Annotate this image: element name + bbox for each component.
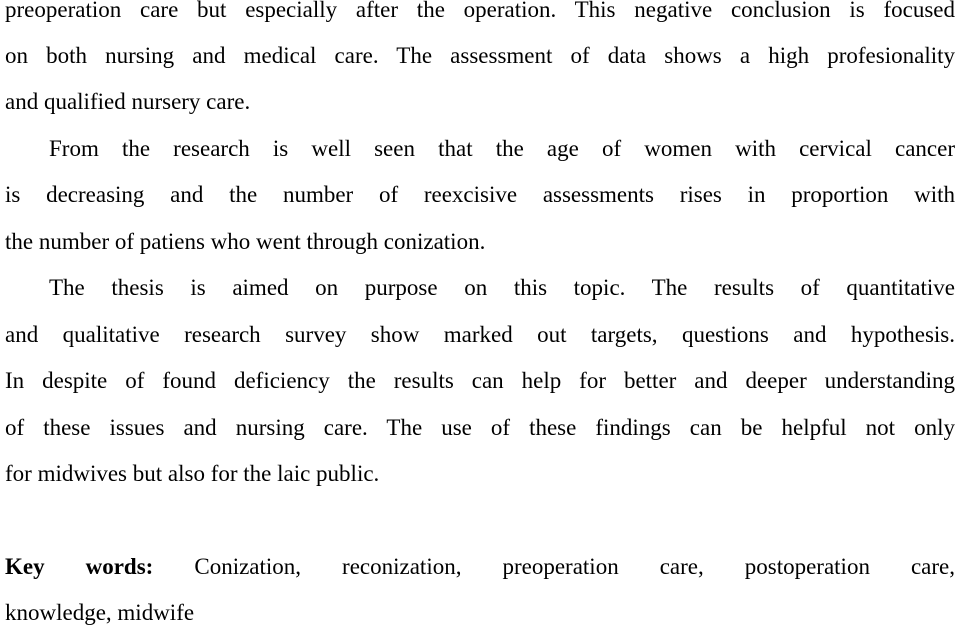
paragraph-3-line-1: The thesis is aimed on purpose on this topic. The results of quantitative bbox=[49, 275, 955, 300]
keywords-list-part-1: Conization, reconization, preoperation care, postoperation care, bbox=[194, 554, 955, 579]
keywords-line-2: knowledge, midwife bbox=[5, 600, 195, 625]
paragraph-1-line-2: on both nursing and medical care. The assessment of data shows a high profesionality bbox=[5, 43, 955, 68]
paragraph-1-line-1: preoperation care but especially after the operation. This negative conclusion is focused bbox=[5, 0, 955, 22]
paragraph-1-line-3: and qualified nursery care. bbox=[5, 89, 251, 114]
keywords-label: Key words: bbox=[5, 554, 154, 579]
paragraph-2-line-1: From the research is well seen that the age of women with cervical cancer bbox=[49, 136, 955, 161]
paragraph-2-line-3: the number of patiens who went through conization. bbox=[5, 229, 486, 254]
paragraph-3-line-5: for midwives but also for the laic public. bbox=[5, 461, 380, 486]
paragraph-3-line-2: and qualitative research survey show marked out targets, questions and hypothesis. bbox=[5, 322, 955, 347]
paragraph-2-line-2: is decreasing and the number of reexcisive assessments rises in proportion with bbox=[5, 182, 955, 207]
keywords-line-1 bbox=[5, 552, 955, 582]
paragraph-3-line-3: In despite of found deficiency the results can help for better and deeper understanding bbox=[5, 368, 955, 393]
paragraph-3-line-4: of these issues and nursing care. The use of these findings can be helpful not only bbox=[5, 415, 955, 440]
